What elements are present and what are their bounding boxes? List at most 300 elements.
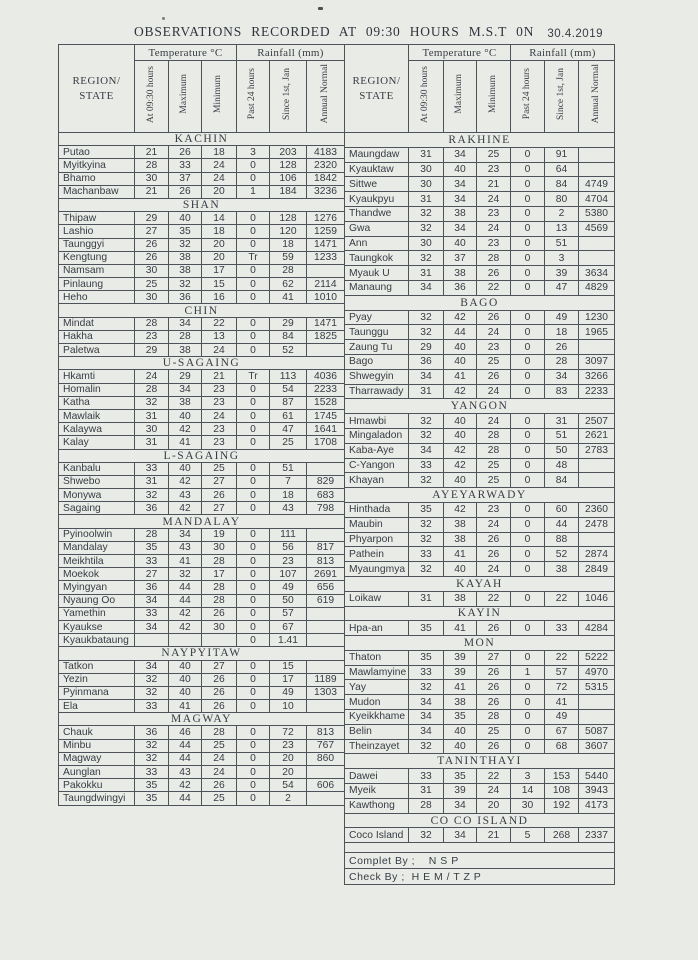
station-name: Heho [59, 291, 135, 304]
value-cell: 0 [237, 634, 270, 647]
value-cell: 0 [237, 159, 270, 172]
value-cell: 67 [545, 724, 579, 739]
value-cell: 29 [409, 340, 444, 355]
value-cell: 0 [237, 752, 270, 765]
value-cell: 4749 [579, 177, 615, 192]
station-row [59, 370, 345, 383]
value-cell: 44 [169, 792, 202, 805]
value-cell: 29 [270, 317, 307, 330]
value-cell: 26 [477, 739, 511, 754]
station-row [59, 423, 345, 436]
section-header-row [345, 576, 615, 591]
value-cell: 0 [237, 541, 270, 554]
value-cell [307, 264, 345, 277]
value-cell: 36 [444, 280, 477, 295]
station-name: Chauk [59, 726, 135, 739]
station-name: Machanbaw [59, 185, 135, 198]
station-name: Mawlaik [59, 409, 135, 422]
station-name: Magway [59, 752, 135, 765]
value-cell: 36 [135, 581, 169, 594]
station-name: Zaung Tu [345, 340, 409, 355]
value-cell: 24 [202, 172, 237, 185]
value-cell: 4183 [307, 146, 345, 159]
value-cell: 42 [169, 423, 202, 436]
value-cell: 32 [409, 428, 444, 443]
value-cell: 34 [444, 798, 477, 813]
value-cell: 33 [409, 769, 444, 784]
value-cell: 57 [545, 665, 579, 680]
value-cell: 33 [169, 159, 202, 172]
value-cell [307, 344, 345, 357]
value-cell: 0 [511, 502, 545, 517]
value-cell: 84 [545, 177, 579, 192]
value-cell: 49 [270, 581, 307, 594]
value-cell: 20 [202, 185, 237, 198]
value-cell: 0 [511, 280, 545, 295]
value-cell: 26 [202, 607, 237, 620]
value-cell: 35 [444, 769, 477, 784]
value-cell: 0 [237, 792, 270, 805]
value-cell: 91 [545, 147, 579, 162]
value-cell: 2507 [579, 414, 615, 429]
station-name: Kaba-Aye [345, 443, 409, 458]
section-header-row [345, 754, 615, 769]
station-row [345, 665, 615, 680]
value-cell: 24 [477, 562, 511, 577]
station-row [59, 581, 345, 594]
value-cell: 19 [202, 528, 237, 541]
value-cell: 32 [409, 206, 444, 221]
station-row [345, 798, 615, 813]
page-title: OBSERVATIONS RECORDED AT 09:30 HOURS M.S.T 0N [134, 24, 535, 39]
station-name: Kalay [59, 436, 135, 449]
value-cell: 1965 [579, 325, 615, 340]
section-name: U-SAGAING [59, 357, 345, 370]
station-name: Hkamti [59, 370, 135, 383]
value-cell: 32 [409, 325, 444, 340]
value-cell: 268 [545, 828, 579, 843]
value-cell: 2849 [579, 562, 615, 577]
value-cell: 3266 [579, 369, 615, 384]
station-name: Yezin [59, 673, 135, 686]
value-cell: 0 [511, 325, 545, 340]
station-row [59, 502, 345, 515]
value-cell: 38 [444, 591, 477, 606]
station-row [345, 784, 615, 799]
value-cell: 43 [169, 541, 202, 554]
station-name: Pakokku [59, 779, 135, 792]
value-cell: 30 [135, 264, 169, 277]
section-name: BAGO [345, 295, 615, 310]
value-cell: 0 [237, 594, 270, 607]
section-header-row [59, 647, 345, 660]
value-cell: 28 [202, 555, 237, 568]
value-cell: 72 [545, 680, 579, 695]
value-cell: 619 [307, 594, 345, 607]
value-cell: 1641 [307, 423, 345, 436]
value-cell: 22 [545, 591, 579, 606]
station-row [345, 517, 615, 532]
value-cell: 0 [511, 236, 545, 251]
value-cell: 24 [477, 414, 511, 429]
value-cell: 32 [409, 473, 444, 488]
value-cell: 40 [169, 686, 202, 699]
value-cell: 26 [477, 695, 511, 710]
value-cell: 41 [169, 700, 202, 713]
value-cell: 34 [169, 528, 202, 541]
station-name: Hmawbi [345, 414, 409, 429]
value-cell: 14 [202, 212, 237, 225]
station-name: Kyeikkhame [345, 710, 409, 725]
value-cell: 29 [135, 344, 169, 357]
value-cell: 23 [477, 236, 511, 251]
value-cell: 28 [202, 594, 237, 607]
value-cell: 30 [511, 798, 545, 813]
section-name: NAYPYITAW [59, 647, 345, 660]
station-row [345, 236, 615, 251]
value-cell: 16 [202, 291, 237, 304]
value-cell: 798 [307, 502, 345, 515]
value-cell: 47 [545, 280, 579, 295]
station-name: Moekok [59, 568, 135, 581]
value-cell: 38 [444, 532, 477, 547]
value-cell: 32 [409, 828, 444, 843]
value-cell: 0 [511, 251, 545, 266]
value-cell: 0 [237, 383, 270, 396]
value-cell: 32 [409, 532, 444, 547]
station-name: Nyaung Oo [59, 594, 135, 607]
station-row [345, 710, 615, 725]
value-cell: 34 [444, 221, 477, 236]
value-cell: 30 [202, 620, 237, 633]
value-cell: 31 [409, 192, 444, 207]
value-cell: 31 [409, 266, 444, 281]
column-header: At 09:30 hours [135, 61, 169, 133]
value-cell: 31 [409, 784, 444, 799]
value-cell: 34 [135, 594, 169, 607]
station-row [345, 414, 615, 429]
value-cell: 43 [169, 489, 202, 502]
value-cell: 2478 [579, 517, 615, 532]
value-cell: 41 [444, 680, 477, 695]
value-cell: 0 [237, 238, 270, 251]
value-cell: 0 [511, 650, 545, 665]
section-header-row [59, 198, 345, 211]
value-cell: 23 [477, 162, 511, 177]
station-name: Mudon [345, 695, 409, 710]
value-cell: 34 [444, 828, 477, 843]
value-cell: 54 [270, 779, 307, 792]
value-cell: 4970 [579, 665, 615, 680]
value-cell: 0 [237, 475, 270, 488]
value-cell: 27 [135, 568, 169, 581]
value-cell: 120 [270, 225, 307, 238]
value-cell: 23 [477, 502, 511, 517]
value-cell: 0 [511, 369, 545, 384]
value-cell: 31 [135, 409, 169, 422]
value-cell: 32 [135, 752, 169, 765]
value-cell: 0 [237, 172, 270, 185]
value-cell: 0 [511, 162, 545, 177]
value-cell: 0 [237, 317, 270, 330]
value-cell: 35 [169, 225, 202, 238]
value-cell: 38 [444, 695, 477, 710]
station-row [59, 568, 345, 581]
value-cell: 28 [135, 159, 169, 172]
value-cell: 1189 [307, 673, 345, 686]
station-row [59, 489, 345, 502]
value-cell: 28 [477, 710, 511, 725]
value-cell: 32 [409, 414, 444, 429]
value-cell: 25 [477, 473, 511, 488]
footer-row [345, 853, 615, 869]
station-row [345, 340, 615, 355]
station-row [59, 475, 345, 488]
station-row [345, 354, 615, 369]
value-cell: 24 [477, 784, 511, 799]
value-cell: 41 [169, 436, 202, 449]
value-cell: 3634 [579, 266, 615, 281]
value-cell: 25 [477, 724, 511, 739]
value-cell: 0 [237, 700, 270, 713]
value-cell: 1230 [579, 310, 615, 325]
section-name: RAKHINE [345, 133, 615, 148]
station-row [345, 280, 615, 295]
value-cell: 0 [237, 686, 270, 699]
station-name: Gwa [345, 221, 409, 236]
rainfall-group-header: Rainfall (mm) [237, 45, 345, 61]
value-cell: 30 [135, 423, 169, 436]
value-cell: 52 [545, 547, 579, 562]
value-cell: 0 [511, 266, 545, 281]
value-cell: 30 [202, 541, 237, 554]
value-cell [579, 695, 615, 710]
value-cell: 44 [444, 325, 477, 340]
value-cell: 34 [409, 443, 444, 458]
section-header-row [345, 295, 615, 310]
value-cell: 72 [270, 726, 307, 739]
value-cell: 128 [270, 159, 307, 172]
value-cell: 0 [237, 344, 270, 357]
value-cell: 40 [444, 473, 477, 488]
station-name: Kyaukse [59, 620, 135, 633]
value-cell: 62 [270, 278, 307, 291]
value-cell: 0 [511, 458, 545, 473]
value-cell: 40 [444, 428, 477, 443]
value-cell: 34 [409, 710, 444, 725]
value-cell: 38 [169, 344, 202, 357]
value-cell: 39 [444, 784, 477, 799]
station-row [59, 766, 345, 779]
value-cell: 32 [409, 739, 444, 754]
value-cell: 32 [169, 568, 202, 581]
value-cell: Tr [237, 370, 270, 383]
column-header: Since 1st, Jan [545, 61, 579, 133]
value-cell: 0 [511, 221, 545, 236]
value-cell: 41 [444, 621, 477, 636]
value-cell: 28 [135, 528, 169, 541]
station-row [59, 752, 345, 765]
value-cell: 23 [202, 396, 237, 409]
value-cell: 4569 [579, 221, 615, 236]
station-name: Ann [345, 236, 409, 251]
station-name: Paletwa [59, 344, 135, 357]
station-row [345, 251, 615, 266]
station-row [59, 436, 345, 449]
station-name: Coco Island [345, 828, 409, 843]
value-cell: 88 [545, 532, 579, 547]
value-cell: 28 [477, 428, 511, 443]
value-cell: 42 [169, 620, 202, 633]
column-header: Minimum [477, 61, 511, 133]
value-cell: 683 [307, 489, 345, 502]
station-name: Meikhtila [59, 555, 135, 568]
value-cell: 1528 [307, 396, 345, 409]
value-cell: 23 [270, 739, 307, 752]
column-header: At 09:30 hours [409, 61, 444, 133]
value-cell: 35 [135, 792, 169, 805]
value-cell: 35 [409, 650, 444, 665]
value-cell: 51 [545, 428, 579, 443]
value-cell: 0 [511, 547, 545, 562]
value-cell: 2233 [307, 383, 345, 396]
station-name: Yamethin [59, 607, 135, 620]
value-cell: 29 [135, 212, 169, 225]
value-cell: 2 [270, 792, 307, 805]
value-cell [307, 528, 345, 541]
value-cell [307, 766, 345, 779]
value-cell: 29 [169, 370, 202, 383]
value-cell [579, 236, 615, 251]
value-cell: 184 [270, 185, 307, 198]
value-cell: 3 [511, 769, 545, 784]
value-cell: 14 [511, 784, 545, 799]
section-header-row [59, 515, 345, 528]
section-name: CHIN [59, 304, 345, 317]
value-cell: 28 [202, 726, 237, 739]
column-header: Past 24 hours [511, 61, 545, 133]
value-cell: 0 [237, 607, 270, 620]
station-row [59, 185, 345, 198]
station-row [345, 621, 615, 636]
value-cell: 4284 [579, 621, 615, 636]
value-cell: 21 [202, 370, 237, 383]
station-name: Yay [345, 680, 409, 695]
value-cell: 33 [409, 665, 444, 680]
right-observations-table [344, 44, 615, 885]
value-cell: 56 [270, 541, 307, 554]
station-name: Tatkon [59, 660, 135, 673]
value-cell: 39 [444, 665, 477, 680]
footer-row [345, 869, 615, 885]
value-cell [307, 634, 345, 647]
value-cell: 67 [270, 620, 307, 633]
station-name: Myingyan [59, 581, 135, 594]
station-name: Taunggyi [59, 238, 135, 251]
value-cell: 10 [270, 700, 307, 713]
value-cell: 107 [270, 568, 307, 581]
value-cell: Tr [237, 251, 270, 264]
value-cell: 39 [444, 650, 477, 665]
station-row [345, 650, 615, 665]
station-name: Sittwe [345, 177, 409, 192]
value-cell: 43 [169, 766, 202, 779]
value-cell: 113 [270, 370, 307, 383]
value-cell: 40 [169, 212, 202, 225]
station-row [59, 634, 345, 647]
value-cell [307, 607, 345, 620]
value-cell: 1276 [307, 212, 345, 225]
station-name: Khayan [345, 473, 409, 488]
value-cell: 1471 [307, 317, 345, 330]
station-row [59, 212, 345, 225]
value-cell: 40 [444, 739, 477, 754]
station-row [59, 555, 345, 568]
station-row [59, 620, 345, 633]
value-cell: 3236 [307, 185, 345, 198]
value-cell: 42 [444, 458, 477, 473]
value-cell: 34 [169, 383, 202, 396]
value-cell: 0 [511, 532, 545, 547]
value-cell: 26 [477, 369, 511, 384]
station-name: Phyarpon [345, 532, 409, 547]
value-cell: 34 [409, 369, 444, 384]
value-cell: 28 [135, 383, 169, 396]
station-row [345, 310, 615, 325]
value-cell: 24 [202, 752, 237, 765]
value-cell: 15 [270, 660, 307, 673]
value-cell: 1745 [307, 409, 345, 422]
value-cell: 25 [270, 436, 307, 449]
value-cell: 2691 [307, 568, 345, 581]
section-header-row [59, 713, 345, 726]
value-cell: 3 [545, 251, 579, 266]
station-name: Maubin [345, 517, 409, 532]
section-header-row [345, 636, 615, 651]
value-cell: 42 [444, 502, 477, 517]
value-cell: 49 [545, 310, 579, 325]
value-cell: 0 [237, 779, 270, 792]
value-cell: 5440 [579, 769, 615, 784]
value-cell: 32 [135, 396, 169, 409]
value-cell: 39 [545, 266, 579, 281]
value-cell: 23 [202, 436, 237, 449]
value-cell: 27 [202, 502, 237, 515]
value-cell [579, 147, 615, 162]
column-header: Maximum [169, 61, 202, 133]
observations-grid [58, 44, 615, 885]
value-cell: 5222 [579, 650, 615, 665]
value-cell [579, 458, 615, 473]
footer-text [345, 843, 615, 853]
value-cell: 38 [169, 264, 202, 277]
station-row [345, 458, 615, 473]
value-cell: 31 [545, 414, 579, 429]
value-cell: 32 [169, 278, 202, 291]
station-row [59, 146, 345, 159]
value-cell: 27 [202, 660, 237, 673]
station-row [345, 443, 615, 458]
value-cell: 3097 [579, 354, 615, 369]
value-cell: 44 [169, 752, 202, 765]
station-name: Mingaladon [345, 428, 409, 443]
station-row [59, 594, 345, 607]
station-row [345, 502, 615, 517]
value-cell: 192 [545, 798, 579, 813]
value-cell: 5087 [579, 724, 615, 739]
value-cell: 18 [270, 238, 307, 251]
value-cell: 84 [270, 330, 307, 343]
